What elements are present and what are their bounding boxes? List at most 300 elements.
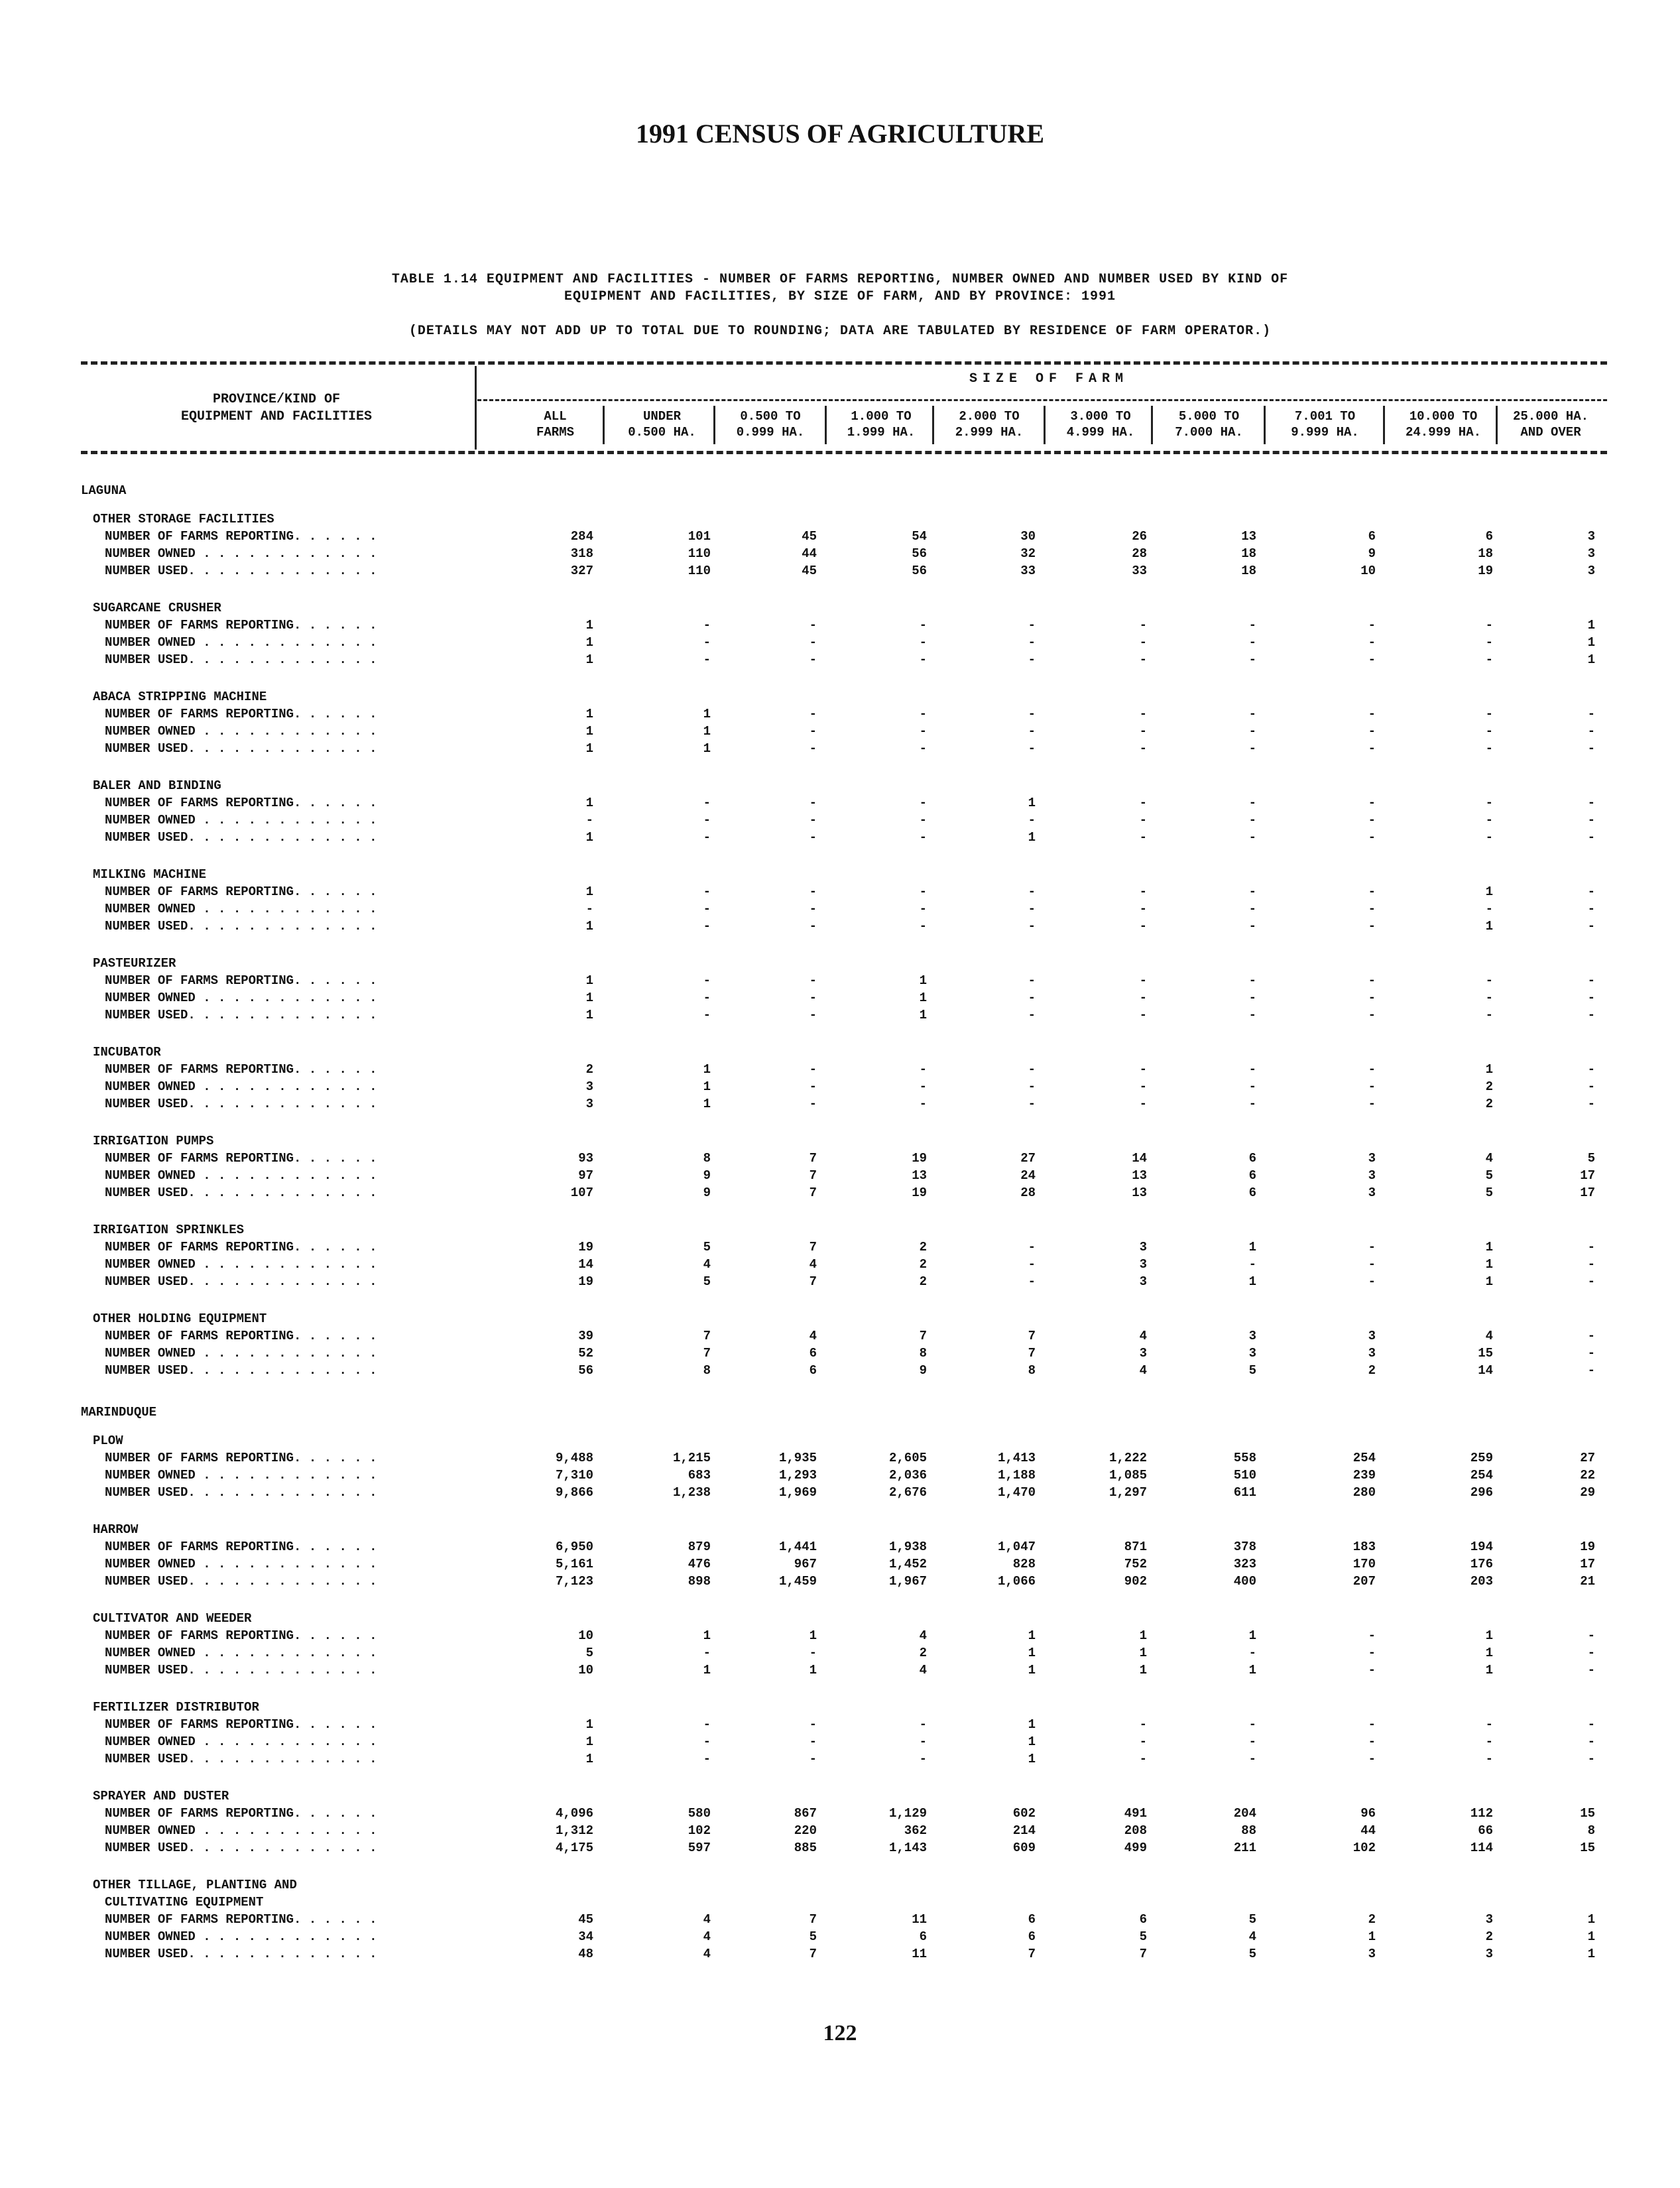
table-cell: - bbox=[1028, 1097, 1036, 1111]
row-label: NUMBER USED. . . . . . . . . . . . . bbox=[105, 919, 377, 934]
table-cell: 48 bbox=[578, 1947, 593, 1961]
table-cell: - bbox=[1587, 1346, 1595, 1361]
table-cell: 9 bbox=[919, 1363, 927, 1378]
row-label: NUMBER OF FARMS REPORTING. . . . . . bbox=[105, 1451, 377, 1465]
table-cell: - bbox=[1587, 884, 1595, 899]
table-cell: 45 bbox=[802, 529, 817, 544]
table-row bbox=[81, 1945, 1607, 1963]
table-cell: 4 bbox=[1485, 1329, 1493, 1343]
table-cell: 1 bbox=[1248, 1628, 1256, 1643]
column-header bbox=[936, 408, 1042, 440]
table-cell: - bbox=[703, 830, 711, 845]
table-cell: - bbox=[1248, 1646, 1256, 1660]
table-cell: 33 bbox=[1132, 564, 1147, 578]
table-cell: 56 bbox=[912, 564, 927, 578]
table-cell: - bbox=[1139, 1752, 1147, 1766]
table-cell: - bbox=[585, 902, 593, 916]
table-cell: 7 bbox=[809, 1151, 817, 1166]
table-row bbox=[81, 794, 1607, 812]
table-cell: - bbox=[1587, 1257, 1595, 1272]
table-cell: 1,413 bbox=[997, 1451, 1036, 1465]
row-label: NUMBER OF FARMS REPORTING. . . . . . bbox=[105, 1717, 377, 1732]
table-cell: 214 bbox=[1012, 1823, 1036, 1838]
table-cell: 7 bbox=[1139, 1947, 1147, 1961]
table-cell: - bbox=[1139, 635, 1147, 650]
table-cell: 8 bbox=[703, 1151, 711, 1166]
table-cell: 1,312 bbox=[555, 1823, 593, 1838]
table-cell: 3 bbox=[1485, 1947, 1493, 1961]
table-cell: 4 bbox=[809, 1257, 817, 1272]
table-cell: 208 bbox=[1124, 1823, 1147, 1838]
equipment-name: OTHER STORAGE FACILITIES bbox=[93, 512, 274, 526]
table-cell: 14 bbox=[1132, 1151, 1147, 1166]
table-cell: 1 bbox=[919, 1008, 927, 1022]
table-cell: 7 bbox=[809, 1912, 817, 1927]
table-cell: 1 bbox=[585, 618, 593, 633]
table-row bbox=[81, 989, 1607, 1006]
table-cell: - bbox=[1587, 902, 1595, 916]
table-cell: 44 bbox=[1360, 1823, 1376, 1838]
table-cell: 6 bbox=[1028, 1929, 1036, 1944]
table-cell: 6 bbox=[1248, 1151, 1256, 1166]
table-cell: 510 bbox=[1233, 1468, 1256, 1483]
row-label: NUMBER OF FARMS REPORTING. . . . . . bbox=[105, 529, 377, 544]
column-header-line1: 2.000 TO bbox=[959, 409, 1020, 424]
equipment-name: FERTILIZER DISTRIBUTOR bbox=[93, 1700, 259, 1715]
table-cell: - bbox=[1028, 741, 1036, 756]
row-label: NUMBER OF FARMS REPORTING. . . . . . bbox=[105, 1240, 377, 1254]
table-cell: - bbox=[1587, 741, 1595, 756]
table-cell: 1 bbox=[1587, 618, 1595, 633]
table-cell: 8 bbox=[1587, 1823, 1595, 1838]
table-cell: 491 bbox=[1124, 1806, 1147, 1821]
column-header bbox=[1048, 408, 1154, 440]
table-cell: 8 bbox=[703, 1363, 711, 1378]
table-cell: 1 bbox=[1139, 1646, 1147, 1660]
table-cell: - bbox=[1248, 652, 1256, 667]
table-cell: - bbox=[919, 796, 927, 810]
row-label: NUMBER OF FARMS REPORTING. . . . . . bbox=[105, 1329, 377, 1343]
row-label: NUMBER OWNED . . . . . . . . . . . . bbox=[105, 991, 377, 1005]
table-cell: - bbox=[1587, 1646, 1595, 1660]
equipment-group bbox=[81, 1044, 1607, 1113]
table-cell: - bbox=[1587, 813, 1595, 827]
table-cell: - bbox=[1587, 1274, 1595, 1289]
table-cell: 6 bbox=[809, 1346, 817, 1361]
table-cell: - bbox=[919, 1752, 927, 1766]
row-label: NUMBER USED. . . . . . . . . . . . . bbox=[105, 1574, 377, 1589]
column-header-line1: 5.000 TO bbox=[1178, 409, 1240, 424]
equipment-group bbox=[81, 1699, 1607, 1768]
table-cell: 7,123 bbox=[555, 1574, 593, 1589]
table-cell: - bbox=[1368, 1240, 1376, 1254]
table-cell: 3 bbox=[1139, 1346, 1147, 1361]
table-cell: - bbox=[1587, 1079, 1595, 1094]
column-header bbox=[1155, 408, 1263, 440]
table-cell: - bbox=[919, 707, 927, 721]
table-cell: 8 bbox=[919, 1346, 927, 1361]
table-cell: - bbox=[1139, 1079, 1147, 1094]
table-cell: 3 bbox=[1368, 1346, 1376, 1361]
table-row bbox=[81, 1928, 1607, 1945]
table-cell: - bbox=[703, 618, 711, 633]
table-cell: 9 bbox=[703, 1168, 711, 1183]
table-cell: - bbox=[809, 1008, 817, 1022]
column-header-line2: 7.000 HA. bbox=[1175, 425, 1243, 440]
table-cell: 1 bbox=[1587, 635, 1595, 650]
row-label: NUMBER OWNED . . . . . . . . . . . . bbox=[105, 1468, 377, 1483]
table-cell: 1,297 bbox=[1109, 1485, 1147, 1500]
table-cell: - bbox=[1485, 991, 1493, 1005]
table-cell: 1 bbox=[585, 830, 593, 845]
table-cell: 3 bbox=[585, 1079, 593, 1094]
table-cell: 27 bbox=[1580, 1451, 1595, 1465]
table-cell: 1 bbox=[1028, 1628, 1036, 1643]
table-cell: 2,676 bbox=[888, 1485, 927, 1500]
table-cell: - bbox=[809, 635, 817, 650]
row-label: NUMBER OWNED . . . . . . . . . . . . bbox=[105, 1346, 377, 1361]
table-cell: 1 bbox=[585, 707, 593, 721]
table-cell: 1 bbox=[1028, 1646, 1036, 1660]
table-cell: - bbox=[1028, 884, 1036, 899]
row-label: NUMBER OWNED . . . . . . . . . . . . bbox=[105, 1168, 377, 1183]
table-cell: - bbox=[1368, 1097, 1376, 1111]
table-row bbox=[81, 1273, 1607, 1290]
table-cell: 17 bbox=[1580, 1168, 1595, 1183]
equipment-name: PLOW bbox=[93, 1433, 123, 1448]
column-header-line2: 2.999 HA. bbox=[955, 425, 1024, 440]
table-cell: - bbox=[809, 1752, 817, 1766]
table-cell: 3 bbox=[585, 1097, 593, 1111]
table-cell: - bbox=[1587, 1240, 1595, 1254]
table-cell: 203 bbox=[1470, 1574, 1493, 1589]
table-cell: 1 bbox=[1587, 1947, 1595, 1961]
table-cell: 13 bbox=[1241, 529, 1256, 544]
table-cell: - bbox=[1485, 1752, 1493, 1766]
table-row bbox=[81, 1345, 1607, 1362]
table-cell: 1 bbox=[703, 707, 711, 721]
table-cell: - bbox=[1485, 902, 1493, 916]
table-cell: 1 bbox=[1587, 1929, 1595, 1944]
stub-divider bbox=[475, 366, 477, 450]
table-row bbox=[81, 1449, 1607, 1467]
table-cell: 5 bbox=[1139, 1929, 1147, 1944]
row-label: NUMBER USED. . . . . . . . . . . . . bbox=[105, 652, 377, 667]
row-label: NUMBER USED. . . . . . . . . . . . . bbox=[105, 830, 377, 845]
table-row bbox=[81, 1061, 1607, 1078]
table-cell: 4 bbox=[703, 1929, 711, 1944]
equipment-group bbox=[81, 511, 1607, 579]
table-cell: 1 bbox=[1587, 652, 1595, 667]
table-row bbox=[81, 1095, 1607, 1113]
table-row bbox=[81, 562, 1607, 579]
table-cell: 4 bbox=[703, 1947, 711, 1961]
equipment-group bbox=[81, 1221, 1607, 1290]
table-cell: - bbox=[1248, 1257, 1256, 1272]
row-label: NUMBER OF FARMS REPORTING. . . . . . bbox=[105, 1806, 377, 1821]
table-cell: - bbox=[1368, 1734, 1376, 1749]
table-cell: - bbox=[1248, 1734, 1256, 1749]
column-divider bbox=[603, 406, 605, 444]
table-cell: - bbox=[809, 741, 817, 756]
table-cell: - bbox=[919, 1097, 927, 1111]
table-cell: 3 bbox=[1587, 546, 1595, 561]
row-label: NUMBER OF FARMS REPORTING. . . . . . bbox=[105, 1912, 377, 1927]
table-cell: 6 bbox=[1368, 529, 1376, 544]
table-cell: 879 bbox=[688, 1540, 711, 1554]
table-cell: 19 bbox=[1580, 1540, 1595, 1554]
table-cell: 10 bbox=[578, 1628, 593, 1643]
table-cell: 28 bbox=[1132, 546, 1147, 561]
table-cell: 7 bbox=[809, 1240, 817, 1254]
table-cell: - bbox=[1248, 1079, 1256, 1094]
table-cell: - bbox=[1248, 902, 1256, 916]
table-cell: 1 bbox=[1028, 1752, 1036, 1766]
table-cell: 17 bbox=[1580, 1185, 1595, 1200]
table-cell: 1 bbox=[703, 1062, 711, 1077]
table-cell: 7 bbox=[809, 1185, 817, 1200]
table-cell: - bbox=[703, 973, 711, 988]
table-cell: - bbox=[1248, 724, 1256, 739]
table-cell: 580 bbox=[688, 1806, 711, 1821]
table-row bbox=[81, 1805, 1607, 1822]
row-label: NUMBER OWNED . . . . . . . . . . . . bbox=[105, 1734, 377, 1749]
table-cell: 323 bbox=[1233, 1557, 1256, 1571]
table-cell: 211 bbox=[1233, 1841, 1256, 1855]
table-cell: - bbox=[1248, 707, 1256, 721]
table-row bbox=[81, 1006, 1607, 1024]
table-cell: - bbox=[809, 707, 817, 721]
table-cell: 18 bbox=[1241, 564, 1256, 578]
row-label: NUMBER USED. . . . . . . . . . . . . bbox=[105, 1097, 377, 1111]
table-cell: - bbox=[1485, 707, 1493, 721]
table-cell: 1 bbox=[1139, 1628, 1147, 1643]
row-label: NUMBER OWNED . . . . . . . . . . . . bbox=[105, 1823, 377, 1838]
table-cell: 1 bbox=[1485, 884, 1493, 899]
table-row bbox=[81, 1627, 1607, 1644]
table-cell: - bbox=[703, 884, 711, 899]
table-cell: 597 bbox=[688, 1841, 711, 1855]
table-cell: 110 bbox=[688, 564, 711, 578]
table-cell: - bbox=[1028, 1079, 1036, 1094]
table-cell: 2 bbox=[919, 1257, 927, 1272]
column-divider bbox=[1044, 406, 1046, 444]
table-cell: 4 bbox=[703, 1912, 711, 1927]
table-cell: - bbox=[1587, 1008, 1595, 1022]
table-cell: - bbox=[1485, 796, 1493, 810]
table-cell: 1,238 bbox=[672, 1485, 711, 1500]
table-row bbox=[81, 918, 1607, 935]
table-cell: - bbox=[1368, 707, 1376, 721]
table-cell: - bbox=[1028, 1062, 1036, 1077]
row-label: NUMBER OWNED . . . . . . . . . . . . bbox=[105, 902, 377, 916]
table-cell: 107 bbox=[570, 1185, 593, 1200]
column-divider bbox=[1264, 406, 1266, 444]
equipment-group bbox=[81, 1876, 1607, 1963]
table-cell: 1 bbox=[1248, 1274, 1256, 1289]
table-cell: 5 bbox=[1248, 1363, 1256, 1378]
table-cell: 204 bbox=[1233, 1806, 1256, 1821]
table-cell: 56 bbox=[578, 1363, 593, 1378]
table-cell: 1,470 bbox=[997, 1485, 1036, 1500]
table-cell: - bbox=[1028, 635, 1036, 650]
table-cell: 284 bbox=[570, 529, 593, 544]
table-cell: 5 bbox=[703, 1240, 711, 1254]
table-cell: - bbox=[1587, 919, 1595, 934]
table-cell: 609 bbox=[1012, 1841, 1036, 1855]
row-label: NUMBER USED. . . . . . . . . . . . . bbox=[105, 1841, 377, 1855]
table-cell: 1 bbox=[919, 973, 927, 988]
table-cell: 5 bbox=[585, 1646, 593, 1660]
table-row bbox=[81, 1716, 1607, 1733]
table-cell: - bbox=[1587, 1097, 1595, 1111]
table-cell: 3 bbox=[1368, 1185, 1376, 1200]
table-cell: 27 bbox=[1020, 1151, 1036, 1166]
table-cell: 400 bbox=[1233, 1574, 1256, 1589]
table-cell: 6 bbox=[919, 1929, 927, 1944]
table-cell: 4 bbox=[1139, 1329, 1147, 1343]
table-cell: - bbox=[1139, 991, 1147, 1005]
table-cell: 45 bbox=[578, 1912, 593, 1927]
equipment-name: IRRIGATION PUMPS bbox=[93, 1134, 214, 1148]
row-label: NUMBER OF FARMS REPORTING. . . . . . bbox=[105, 1151, 377, 1166]
table-row bbox=[81, 1662, 1607, 1679]
table-cell: 220 bbox=[794, 1823, 817, 1838]
table-cell: 3 bbox=[1139, 1257, 1147, 1272]
table-cell: 1 bbox=[1028, 796, 1036, 810]
table-cell: - bbox=[1485, 1008, 1493, 1022]
table-cell: 9,488 bbox=[555, 1451, 593, 1465]
table-cell: 5 bbox=[703, 1274, 711, 1289]
table-cell: 110 bbox=[688, 546, 711, 561]
row-label: NUMBER USED. . . . . . . . . . . . . bbox=[105, 1274, 377, 1289]
table-cell: - bbox=[1139, 1062, 1147, 1077]
table-cell: 1,188 bbox=[997, 1468, 1036, 1483]
table-cell: 1,938 bbox=[888, 1540, 927, 1554]
table-cell: 3 bbox=[1139, 1274, 1147, 1289]
table-cell: 28 bbox=[1020, 1185, 1036, 1200]
table-cell: 112 bbox=[1470, 1806, 1493, 1821]
column-divider bbox=[713, 406, 715, 444]
table-cell: 2 bbox=[1368, 1912, 1376, 1927]
table-cell: 26 bbox=[1132, 529, 1147, 544]
row-label: NUMBER USED. . . . . . . . . . . . . bbox=[105, 1008, 377, 1022]
equipment-name: IRRIGATION SPRINKLES bbox=[93, 1223, 245, 1237]
table-cell: - bbox=[1485, 813, 1493, 827]
table-cell: - bbox=[703, 635, 711, 650]
table-cell: - bbox=[1368, 991, 1376, 1005]
table-cell: 683 bbox=[688, 1468, 711, 1483]
table-cell: 828 bbox=[1012, 1557, 1036, 1571]
column-header bbox=[829, 408, 933, 440]
row-label: NUMBER OWNED . . . . . . . . . . . . bbox=[105, 1929, 377, 1944]
table-cell: - bbox=[1587, 724, 1595, 739]
row-label: NUMBER OF FARMS REPORTING. . . . . . bbox=[105, 973, 377, 988]
table-cell: - bbox=[919, 741, 927, 756]
table-cell: 259 bbox=[1470, 1451, 1493, 1465]
equipment-group bbox=[81, 1521, 1607, 1590]
table-cell: 88 bbox=[1241, 1823, 1256, 1838]
table-cell: 9 bbox=[703, 1185, 711, 1200]
row-label: NUMBER USED. . . . . . . . . . . . . bbox=[105, 741, 377, 756]
table-cell: 7 bbox=[1028, 1329, 1036, 1343]
column-header-line2: 9.999 HA. bbox=[1291, 425, 1359, 440]
table-note: (DETAILS MAY NOT ADD UP TO TOTAL DUE TO ROUNDING; DATA ARE TABULATED BY RESIDENCE OF FARM OPERATOR.) bbox=[408, 324, 1272, 339]
column-header-line2: 0.500 HA. bbox=[628, 425, 696, 440]
table-cell: - bbox=[1368, 830, 1376, 845]
table-cell: - bbox=[1587, 796, 1595, 810]
table-row bbox=[81, 617, 1607, 634]
column-header-line2: FARMS bbox=[536, 425, 574, 440]
table-cell: - bbox=[1485, 635, 1493, 650]
table-cell: - bbox=[1368, 1717, 1376, 1732]
table-cell: 7 bbox=[703, 1329, 711, 1343]
table-cell: 2 bbox=[1485, 1929, 1493, 1944]
table-cell: 2 bbox=[1485, 1079, 1493, 1094]
table-cell: 1 bbox=[703, 1663, 711, 1677]
equipment-name: OTHER HOLDING EQUIPMENT bbox=[93, 1311, 267, 1326]
table-cell: 30 bbox=[1020, 529, 1036, 544]
table-cell: - bbox=[809, 830, 817, 845]
table-cell: 9,866 bbox=[555, 1485, 593, 1500]
table-cell: 499 bbox=[1124, 1841, 1147, 1855]
table-cell: 318 bbox=[570, 546, 593, 561]
table-cell: - bbox=[809, 813, 817, 827]
column-header bbox=[717, 408, 823, 440]
table-cell: 4 bbox=[1139, 1363, 1147, 1378]
table-cell: 24 bbox=[1020, 1168, 1036, 1183]
table-cell: - bbox=[809, 1717, 817, 1732]
column-divider bbox=[932, 406, 934, 444]
table-cell: - bbox=[1587, 973, 1595, 988]
table-cell: 52 bbox=[578, 1346, 593, 1361]
table-cell: 33 bbox=[1020, 564, 1036, 578]
table-cell: - bbox=[1248, 796, 1256, 810]
table-cell: - bbox=[809, 991, 817, 1005]
table-cell: 66 bbox=[1478, 1823, 1493, 1838]
table-cell: - bbox=[1485, 1717, 1493, 1732]
table-cell: 176 bbox=[1470, 1557, 1493, 1571]
stub-header bbox=[81, 391, 472, 426]
table-cell: 1 bbox=[1587, 1912, 1595, 1927]
equipment-name: INCUBATOR bbox=[93, 1045, 161, 1060]
column-header-line1: UNDER bbox=[642, 409, 681, 424]
table-cell: - bbox=[1485, 724, 1493, 739]
column-header-line1: 0.500 TO bbox=[740, 409, 801, 424]
table-cell: 1,967 bbox=[888, 1574, 927, 1589]
table-cell: 1,129 bbox=[888, 1806, 927, 1821]
row-label: NUMBER USED. . . . . . . . . . . . . bbox=[105, 1752, 377, 1766]
table-cell: 602 bbox=[1012, 1806, 1036, 1821]
table-cell: 1 bbox=[585, 1734, 593, 1749]
row-label: NUMBER USED. . . . . . . . . . . . . bbox=[105, 1363, 377, 1378]
table-cell: 7 bbox=[809, 1947, 817, 1961]
table-cell: - bbox=[1368, 973, 1376, 988]
column-header-line1: 1.000 TO bbox=[851, 409, 912, 424]
table-cell: 4 bbox=[919, 1663, 927, 1677]
table-cell: - bbox=[1368, 1752, 1376, 1766]
table-cell: 327 bbox=[570, 564, 593, 578]
row-label: NUMBER OWNED . . . . . . . . . . . . bbox=[105, 1646, 377, 1660]
table-cell: 558 bbox=[1233, 1451, 1256, 1465]
table-caption-line2: EQUIPMENT AND FACILITIES, BY SIZE OF FARM, AND BY PROVINCE: 1991 bbox=[564, 289, 1116, 304]
table-cell: 5 bbox=[1485, 1185, 1493, 1200]
table-cell: 19 bbox=[578, 1240, 593, 1254]
column-header-line1: 10.000 TO bbox=[1409, 409, 1478, 424]
table-row bbox=[81, 1573, 1607, 1590]
table-cell: 1 bbox=[1485, 1663, 1493, 1677]
row-label: NUMBER USED. . . . . . . . . . . . . bbox=[105, 1185, 377, 1200]
